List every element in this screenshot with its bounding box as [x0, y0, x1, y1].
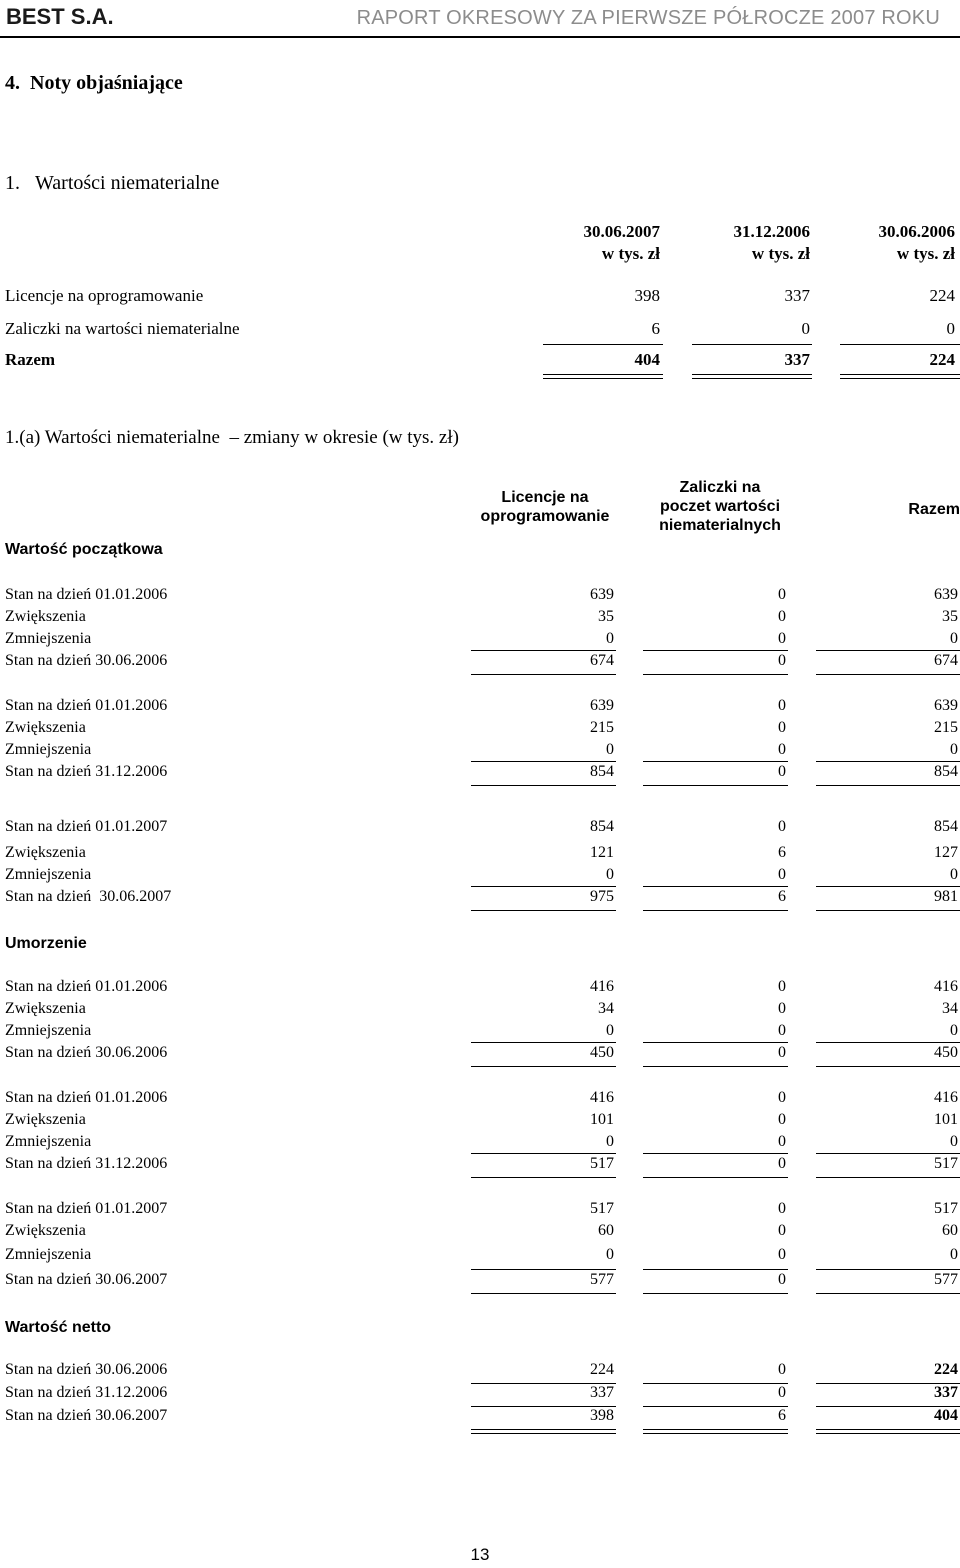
- row-value: 121: [590, 844, 614, 861]
- row-value: 0: [606, 866, 614, 883]
- row-value: 337: [590, 1384, 614, 1401]
- page-number: 13: [470, 1545, 490, 1564]
- row-value: 127: [934, 844, 958, 861]
- total-double-rule: [543, 374, 663, 379]
- row-value: 416: [934, 1089, 958, 1106]
- row-label: Stan na dzień 30.06.2006: [5, 1044, 168, 1061]
- row-label: Zmniejszenia: [5, 741, 92, 758]
- subtotal-rule: [471, 1153, 616, 1154]
- row-value: 0: [606, 1133, 614, 1150]
- row-label: Zwiększenia: [5, 1222, 86, 1239]
- subtotal-rule: [816, 886, 960, 887]
- row-value: 0: [778, 652, 786, 669]
- row-label: Stan na dzień 31.12.2006: [5, 1155, 168, 1172]
- row-value: 639: [934, 697, 958, 714]
- col-header-licencje: [470, 488, 620, 526]
- row-label: Stan na dzień 31.12.2006: [5, 763, 168, 780]
- row-value: 416: [590, 978, 614, 995]
- row-value: 0: [778, 1133, 786, 1150]
- subtotal-rule: [816, 785, 960, 786]
- row-label: Zwiększenia: [5, 719, 86, 736]
- row-label: Stan na dzień 30.06.2007: [5, 1407, 168, 1424]
- row-value: 6: [778, 888, 786, 905]
- subtotal-rule: [471, 1269, 616, 1270]
- row-label: Zwiększenia: [5, 844, 86, 861]
- col-header-razem: Razem: [908, 501, 960, 518]
- row-value: 0: [950, 1133, 958, 1150]
- row-label: Zmniejszenia: [5, 630, 92, 647]
- row-value: 517: [934, 1200, 958, 1217]
- row-label: Zmniejszenia: [5, 1133, 92, 1150]
- note1-total-label: Razem: [5, 350, 56, 369]
- row-value: 517: [590, 1200, 614, 1217]
- row-value: 0: [778, 1089, 786, 1106]
- row-value: 0: [778, 630, 786, 647]
- subtotal-rule: [643, 674, 788, 675]
- subtotal-rule: [816, 1066, 960, 1067]
- row-label: Zmniejszenia: [5, 1022, 92, 1039]
- double-rule: [471, 1429, 616, 1434]
- row-label: Zmniejszenia: [5, 1246, 92, 1263]
- row-value: 0: [606, 741, 614, 758]
- note1-value: 398: [634, 286, 660, 305]
- subtotal-rule: [643, 1269, 788, 1270]
- row-label: Stan na dzień 30.06.2006: [5, 652, 168, 669]
- row-value: 854: [934, 818, 958, 835]
- row-value: 416: [934, 978, 958, 995]
- total-double-rule: [840, 374, 960, 379]
- note1-value: 6: [651, 319, 660, 338]
- row-value: 0: [606, 1246, 614, 1263]
- col-header-line: Licencje na: [501, 489, 589, 506]
- row-label: Zmniejszenia: [5, 866, 92, 883]
- row-value: 215: [590, 719, 614, 736]
- row-value: 0: [778, 1155, 786, 1172]
- row-value: 0: [778, 1246, 786, 1263]
- subtotal-rule: [692, 344, 812, 345]
- row-value: 337: [934, 1384, 958, 1401]
- subtotal-rule: [643, 1153, 788, 1154]
- row-value: 0: [778, 1361, 786, 1378]
- row-value: 854: [590, 818, 614, 835]
- subtotal-rule: [643, 1042, 788, 1043]
- note1-total-value: 404: [634, 350, 660, 369]
- row-value: 0: [778, 866, 786, 883]
- row-value: 215: [934, 719, 958, 736]
- subtotal-rule: [816, 910, 960, 911]
- row-value: 854: [590, 763, 614, 780]
- row-value: 0: [606, 1022, 614, 1039]
- row-label: Stan na dzień 01.01.2007: [5, 818, 168, 835]
- row-value: 450: [934, 1044, 958, 1061]
- header-rule: [0, 36, 960, 38]
- col-header-line: oprogramowanie: [480, 508, 610, 525]
- row-value: 0: [778, 1222, 786, 1239]
- subtotal-rule: [643, 650, 788, 651]
- col-unit: w tys. zł: [601, 244, 660, 263]
- note1-value: 224: [929, 286, 955, 305]
- subtotal-rule: [471, 1293, 616, 1294]
- subtotal-rule: [471, 650, 616, 651]
- subtotal-rule: [816, 1293, 960, 1294]
- note1-row-label: Licencje na oprogramowanie: [5, 286, 204, 305]
- section-title: 4. Noty objaśniające: [5, 72, 183, 94]
- subtotal-rule: [543, 344, 663, 345]
- row-value: 35: [598, 608, 614, 625]
- row-label: Stan na dzień 01.01.2007: [5, 1200, 168, 1217]
- col-header-zaliczki: [645, 478, 795, 535]
- row-value: 0: [778, 818, 786, 835]
- row-value: 404: [934, 1407, 958, 1424]
- subtotal-rule: [471, 785, 616, 786]
- note1-col-2006-dec: [690, 221, 810, 265]
- company-name: BEST S.A.: [6, 4, 114, 29]
- col-unit: w tys. zł: [751, 244, 810, 263]
- row-value: 224: [934, 1361, 958, 1378]
- subtotal-rule: [816, 1153, 960, 1154]
- subtotal-rule: [816, 1042, 960, 1043]
- row-value: 639: [590, 697, 614, 714]
- row-value: 0: [950, 741, 958, 758]
- note1-total-value: 337: [784, 350, 810, 369]
- row-value: 224: [590, 1361, 614, 1378]
- subtotal-rule: [643, 1293, 788, 1294]
- row-value: 639: [590, 586, 614, 603]
- row-value: 0: [778, 1022, 786, 1039]
- row-value: 60: [598, 1222, 614, 1239]
- row-value: 674: [590, 652, 614, 669]
- row-value: 0: [778, 1111, 786, 1128]
- note1-col-2007: [540, 221, 660, 265]
- col-unit: w tys. zł: [896, 244, 955, 263]
- subtotal-rule: [471, 1177, 616, 1178]
- subtotal-rule: [643, 785, 788, 786]
- col-header-line: niematerialnych: [659, 517, 781, 534]
- gross-heading: Wartość początkowa: [5, 541, 163, 558]
- row-label: Zwiększenia: [5, 1111, 86, 1128]
- row-value: 0: [778, 741, 786, 758]
- subtotal-rule: [471, 886, 616, 887]
- subtotal-rule: [471, 1066, 616, 1067]
- subtotal-rule: [643, 761, 788, 762]
- row-value: 0: [778, 1271, 786, 1288]
- row-value: 0: [606, 630, 614, 647]
- row-value: 6: [778, 1407, 786, 1424]
- row-value: 0: [778, 763, 786, 780]
- row-value: 674: [934, 652, 958, 669]
- subtotal-rule: [643, 1066, 788, 1067]
- row-label: Stan na dzień 01.01.2006: [5, 1089, 168, 1106]
- col-header-line: poczet wartości: [659, 498, 781, 515]
- row-label: Zwiększenia: [5, 1000, 86, 1017]
- row-value: 0: [778, 697, 786, 714]
- subtotal-rule: [471, 1042, 616, 1043]
- double-rule: [816, 1429, 960, 1434]
- row-value: 0: [778, 1000, 786, 1017]
- row-value: 101: [934, 1111, 958, 1128]
- row-value: 34: [598, 1000, 614, 1017]
- col-date: 31.12.2006: [733, 222, 810, 241]
- row-value: 0: [778, 1044, 786, 1061]
- row-value: 398: [590, 1407, 614, 1424]
- subtotal-rule: [643, 910, 788, 911]
- row-value: 0: [950, 1246, 958, 1263]
- subtotal-rule: [816, 674, 960, 675]
- col-date: 30.06.2006: [878, 222, 955, 241]
- note1-value: 337: [784, 286, 810, 305]
- row-value: 975: [590, 888, 614, 905]
- row-value: 577: [590, 1271, 614, 1288]
- note1-value: 0: [801, 319, 810, 338]
- row-value: 517: [590, 1155, 614, 1172]
- row-value: 35: [942, 608, 958, 625]
- report-header: [0, 0, 960, 40]
- row-value: 0: [950, 1022, 958, 1039]
- subtotal-rule: [643, 1177, 788, 1178]
- note1-value: 0: [946, 319, 955, 338]
- row-value: 0: [778, 978, 786, 995]
- note1-col-2006-jun: [835, 221, 955, 265]
- row-label: Stan na dzień 01.01.2006: [5, 697, 168, 714]
- row-label: Stan na dzień 30.06.2006: [5, 1361, 168, 1378]
- row-value: 0: [950, 866, 958, 883]
- row-value: 0: [778, 719, 786, 736]
- report-title: RAPORT OKRESOWY ZA PIERWSZE PÓŁROCZE 2007 ROKU: [356, 7, 940, 29]
- row-value: 60: [942, 1222, 958, 1239]
- col-date: 30.06.2007: [583, 222, 660, 241]
- row-value: 854: [934, 763, 958, 780]
- row-value: 450: [590, 1044, 614, 1061]
- row-value: 34: [942, 1000, 958, 1017]
- row-value: 639: [934, 586, 958, 603]
- subtotal-rule: [816, 1177, 960, 1178]
- subtotal-rule: [471, 674, 616, 675]
- double-rule: [643, 1429, 788, 1434]
- note1-row-label: Zaliczki na wartości niematerialne: [5, 319, 240, 338]
- col-header-line: Zaliczki na: [679, 479, 761, 496]
- amort-heading: Umorzenie: [5, 935, 87, 952]
- row-value: 6: [778, 844, 786, 861]
- net-heading: Wartość netto: [5, 1319, 112, 1336]
- row-value: 101: [590, 1111, 614, 1128]
- row-value: 517: [934, 1155, 958, 1172]
- row-label: Stan na dzień 30.06.2007: [5, 888, 172, 905]
- row-label: Stan na dzień 01.01.2006: [5, 978, 168, 995]
- row-value: 0: [778, 1200, 786, 1217]
- note1-total-value: 224: [929, 350, 955, 369]
- subtotal-rule: [816, 650, 960, 651]
- note1a-title: 1.(a) Wartości niematerialne – zmiany w okresie (w tys. zł): [5, 427, 459, 448]
- subtotal-rule: [471, 910, 616, 911]
- row-value: 0: [778, 608, 786, 625]
- row-value: 416: [590, 1089, 614, 1106]
- subtotal-rule: [840, 344, 960, 345]
- row-label: Stan na dzień 01.01.2006: [5, 586, 168, 603]
- row-label: Stan na dzień 30.06.2007: [5, 1271, 168, 1288]
- row-value: 981: [934, 888, 958, 905]
- subtotal-rule: [816, 761, 960, 762]
- row-value: 0: [778, 586, 786, 603]
- row-label: Stan na dzień 31.12.2006: [5, 1384, 168, 1401]
- row-value: 577: [934, 1271, 958, 1288]
- row-value: 0: [950, 630, 958, 647]
- subtotal-rule: [471, 761, 616, 762]
- subtotal-rule: [816, 1269, 960, 1270]
- note1-title: 1. Wartości niematerialne: [5, 172, 220, 194]
- subtotal-rule: [643, 886, 788, 887]
- total-double-rule: [692, 374, 812, 379]
- row-label: Zwiększenia: [5, 608, 86, 625]
- row-value: 0: [778, 1384, 786, 1401]
